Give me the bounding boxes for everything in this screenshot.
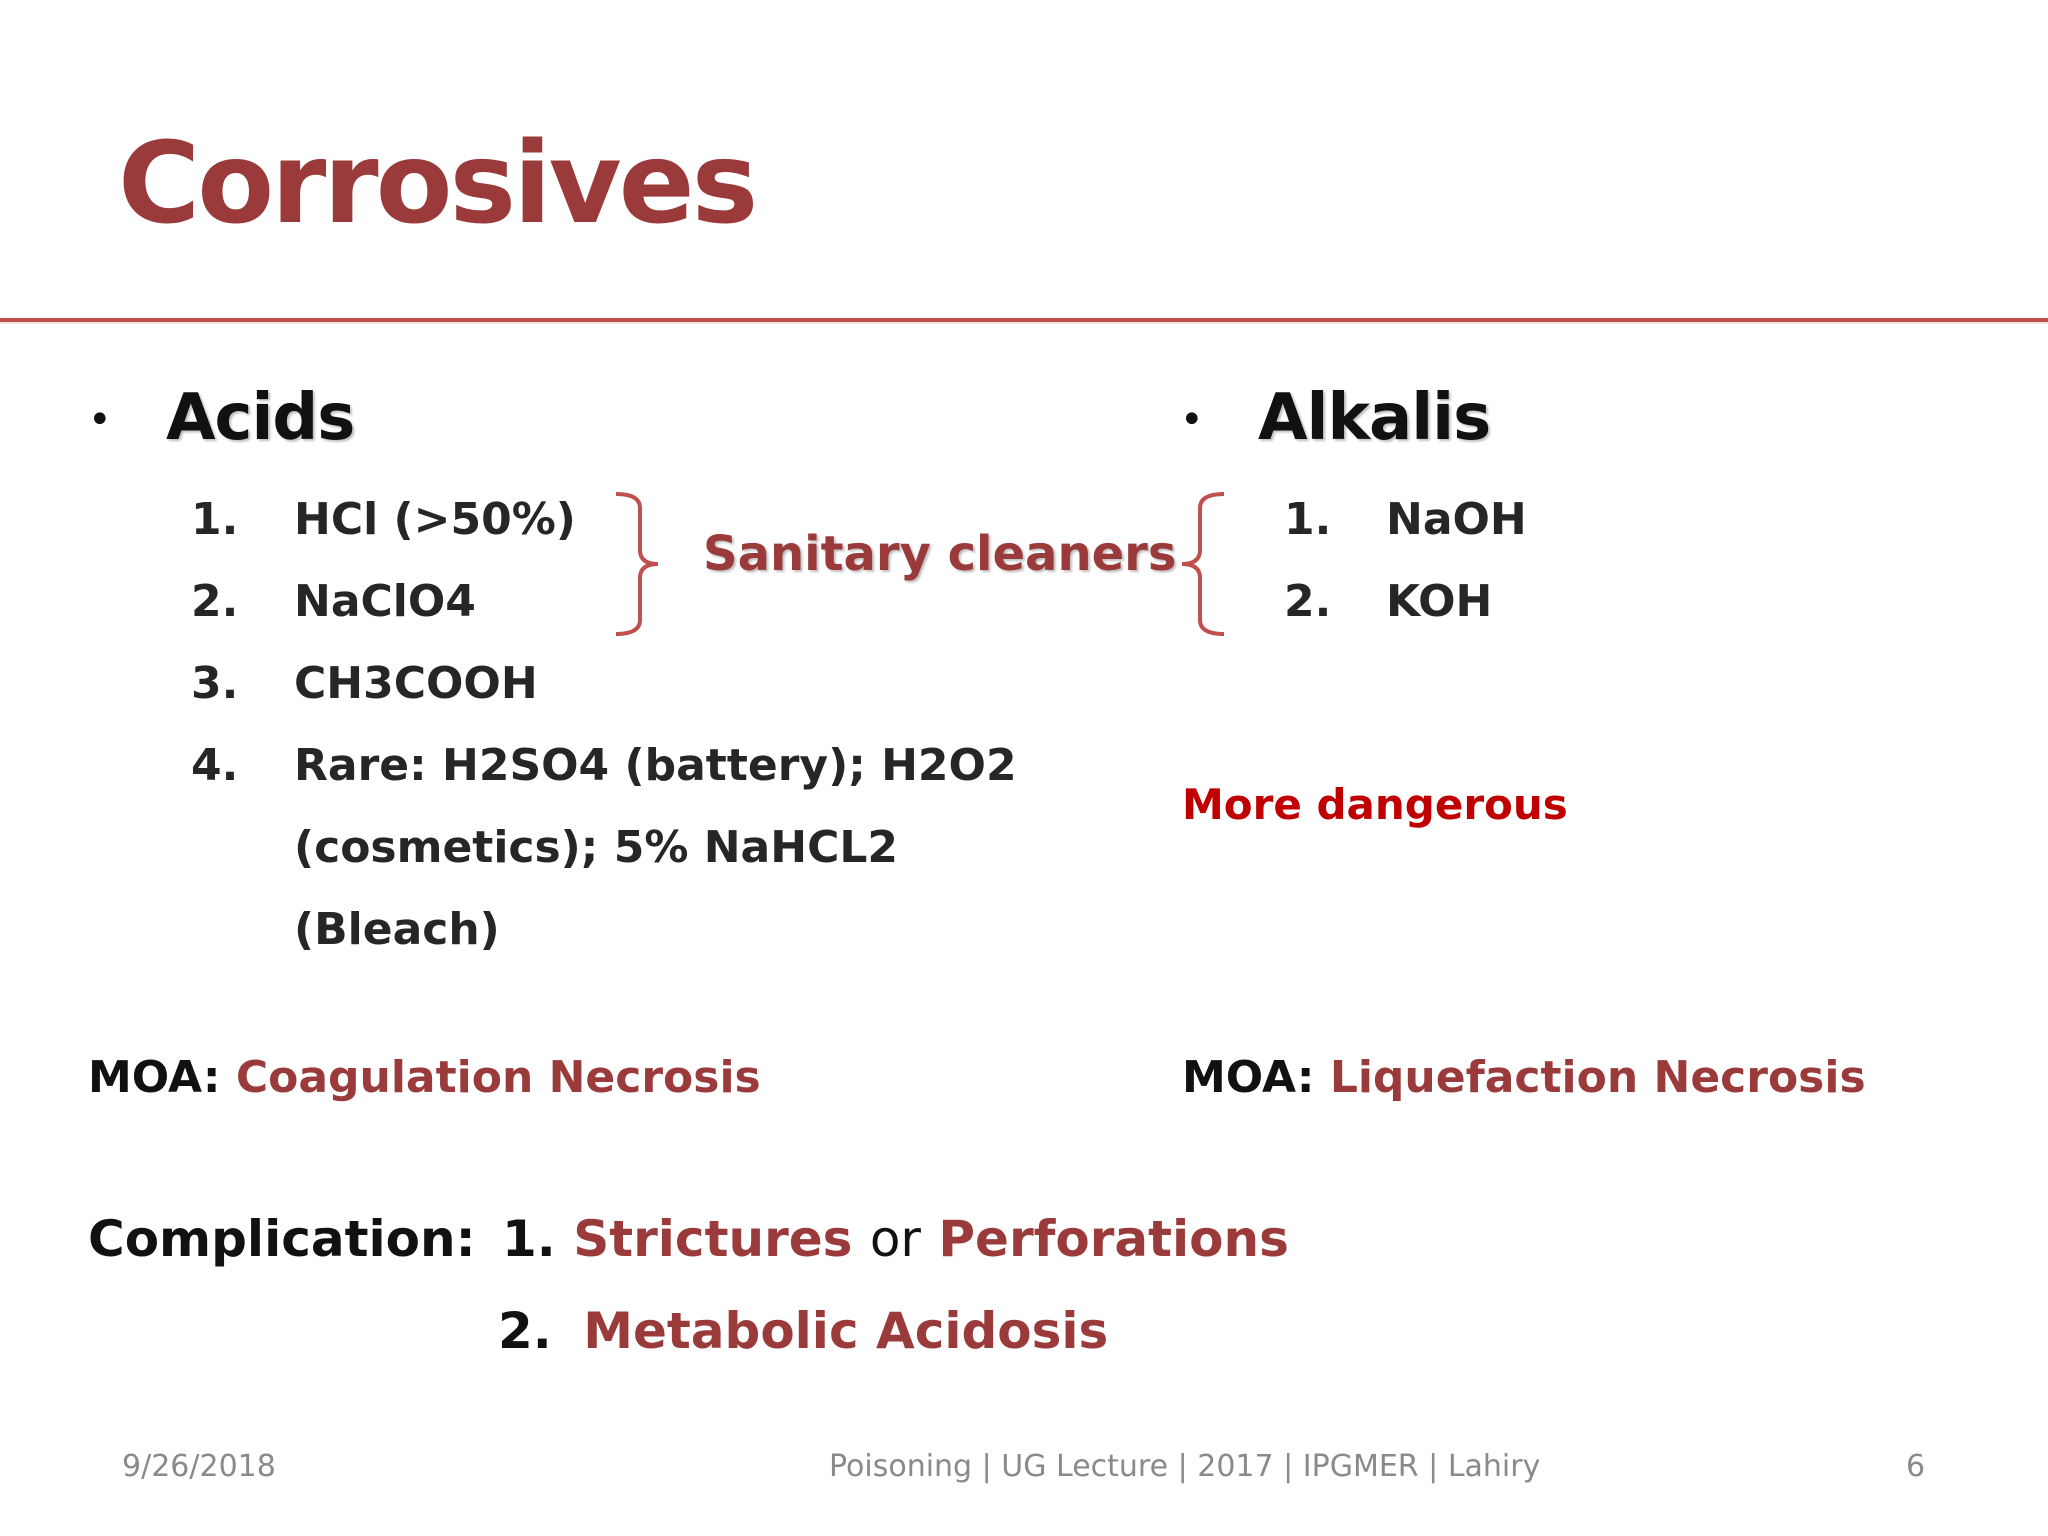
- complication-item-1: [502, 1210, 1289, 1268]
- complication-perforations: Perforations: [938, 1210, 1289, 1268]
- alkalis-moa: [1182, 1052, 1866, 1103]
- acids-brace: [610, 490, 670, 640]
- title-divider-shadow: [0, 322, 2048, 325]
- acid-item-3: CH3COOH: [294, 658, 538, 709]
- acids-moa: [88, 1052, 761, 1103]
- complication-item-2: [498, 1302, 1109, 1360]
- acid-item-3-number: 3.: [191, 658, 239, 709]
- alkali-item-1-number: 1.: [1284, 494, 1332, 545]
- acid-item-1: HCl (>50%): [294, 494, 576, 545]
- complication-label: Complication:: [88, 1210, 476, 1268]
- alkalis-moa-value: Liquefaction Necrosis: [1329, 1052, 1866, 1103]
- acids-heading: Acids: [166, 381, 355, 455]
- slide-title: Corrosives: [118, 119, 756, 249]
- alkalis-brace: [1170, 490, 1230, 640]
- acids-moa-label: MOA:: [88, 1052, 221, 1103]
- footer-page-number: 6: [1906, 1449, 1926, 1484]
- acid-item-2-number: 2.: [191, 576, 239, 627]
- acid-item-4-number: 4.: [191, 740, 239, 791]
- complication-item-2-number: 2.: [498, 1302, 552, 1360]
- alkali-item-2-number: 2.: [1284, 576, 1332, 627]
- sanitary-cleaners-label: Sanitary cleaners: [703, 526, 1177, 582]
- acid-item-1-number: 1.: [191, 494, 239, 545]
- acid-item-4-line-3: (Bleach): [294, 904, 500, 955]
- complication-metabolic-acidosis: Metabolic Acidosis: [583, 1302, 1109, 1360]
- footer-date: 9/26/2018: [122, 1449, 276, 1484]
- complication-or: or: [869, 1210, 921, 1268]
- complication-item-1-number: 1.: [502, 1210, 556, 1268]
- bullet-dot: •: [88, 397, 112, 443]
- acid-item-4-line-2: (cosmetics); 5% NaHCL2: [294, 822, 899, 873]
- complication-strictures: Strictures: [573, 1210, 853, 1268]
- alkali-item-1: NaOH: [1386, 494, 1527, 545]
- acid-item-2: NaClO4: [294, 576, 476, 627]
- alkalis-moa-label: MOA:: [1182, 1052, 1315, 1103]
- acid-item-4-line-1: Rare: H2SO4 (battery); H2O2: [294, 740, 1017, 791]
- acids-moa-value: Coagulation Necrosis: [235, 1052, 761, 1103]
- alkalis-heading: Alkalis: [1258, 381, 1491, 455]
- alkali-item-2: KOH: [1386, 576, 1493, 627]
- more-dangerous-note: More dangerous: [1182, 780, 1568, 829]
- footer-center: Poisoning | UG Lecture | 2017 | IPGMER | Lahiry: [829, 1449, 1541, 1484]
- bullet-dot: •: [1180, 397, 1204, 443]
